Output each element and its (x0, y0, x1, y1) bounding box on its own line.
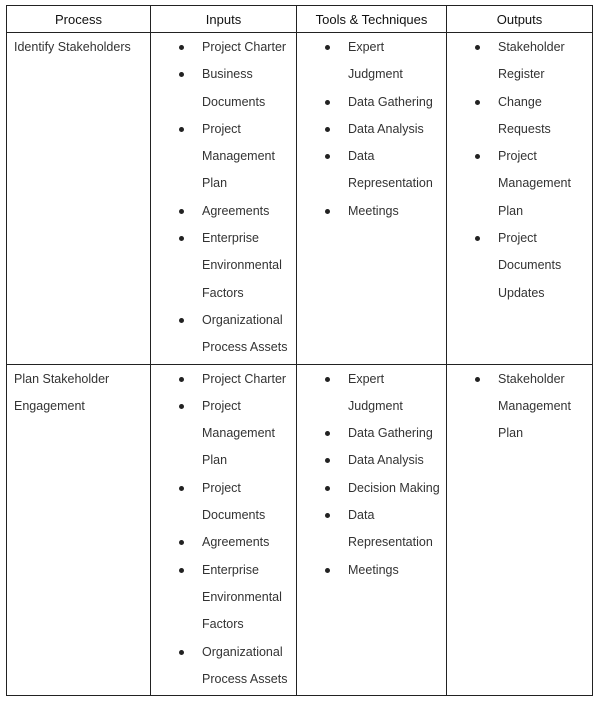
input-item: Enterprise Environmental Factors (151, 225, 296, 307)
input-item: Enterprise Environmental Factors (151, 557, 296, 639)
tool-item: Data Analysis (297, 447, 446, 474)
tool-item: Decision Making (297, 475, 446, 502)
tool-item: Data Representation (297, 502, 446, 557)
tool-item: Meetings (297, 198, 446, 225)
header-inputs: Inputs (151, 6, 297, 33)
process-cell: Plan Stakeholder Engagement (7, 364, 151, 696)
table-header-row (7, 6, 593, 33)
input-item: Organizational Process Assets (151, 307, 296, 362)
input-item: Organizational Process Assets (151, 639, 296, 694)
inputs-cell (151, 33, 297, 365)
tool-item: Data Representation (297, 143, 446, 198)
header-process: Process (7, 6, 151, 33)
header-tools-techniques: Tools & Techniques (297, 6, 447, 33)
outputs-cell (447, 364, 593, 696)
tool-item: Data Gathering (297, 89, 446, 116)
input-item: Agreements (151, 198, 296, 225)
header-outputs: Outputs (447, 6, 593, 33)
inputs-cell (151, 364, 297, 696)
table-row (7, 364, 593, 696)
tools-cell (297, 364, 447, 696)
outputs-list (447, 34, 592, 307)
input-item: Project Management Plan (151, 393, 296, 475)
tools-list (297, 366, 446, 584)
tool-item: Data Analysis (297, 116, 446, 143)
tool-item: Expert Judgment (297, 34, 446, 89)
tool-item: Data Gathering (297, 420, 446, 447)
tool-item: Meetings (297, 557, 446, 584)
input-item: Project Management Plan (151, 116, 296, 198)
outputs-cell (447, 33, 593, 365)
input-item: Business Documents (151, 61, 296, 116)
stakeholder-process-table (6, 5, 593, 696)
input-item: Project Documents (151, 475, 296, 530)
tools-cell (297, 33, 447, 365)
inputs-list (151, 366, 296, 694)
output-item: Project Documents Updates (447, 225, 592, 307)
output-item: Project Management Plan (447, 143, 592, 225)
outputs-list (447, 366, 592, 448)
process-table-container (6, 5, 592, 696)
table-row (7, 33, 593, 365)
inputs-list (151, 34, 296, 362)
tool-item: Expert Judgment (297, 366, 446, 421)
input-item: Project Charter (151, 366, 296, 393)
output-item: Stakeholder Register (447, 34, 592, 89)
tools-list (297, 34, 446, 225)
process-cell: Identify Stakeholders (7, 33, 151, 365)
output-item: Change Requests (447, 89, 592, 144)
table-body (7, 33, 593, 696)
output-item: Stakeholder Management Plan (447, 366, 592, 448)
input-item: Agreements (151, 529, 296, 556)
input-item: Project Charter (151, 34, 296, 61)
